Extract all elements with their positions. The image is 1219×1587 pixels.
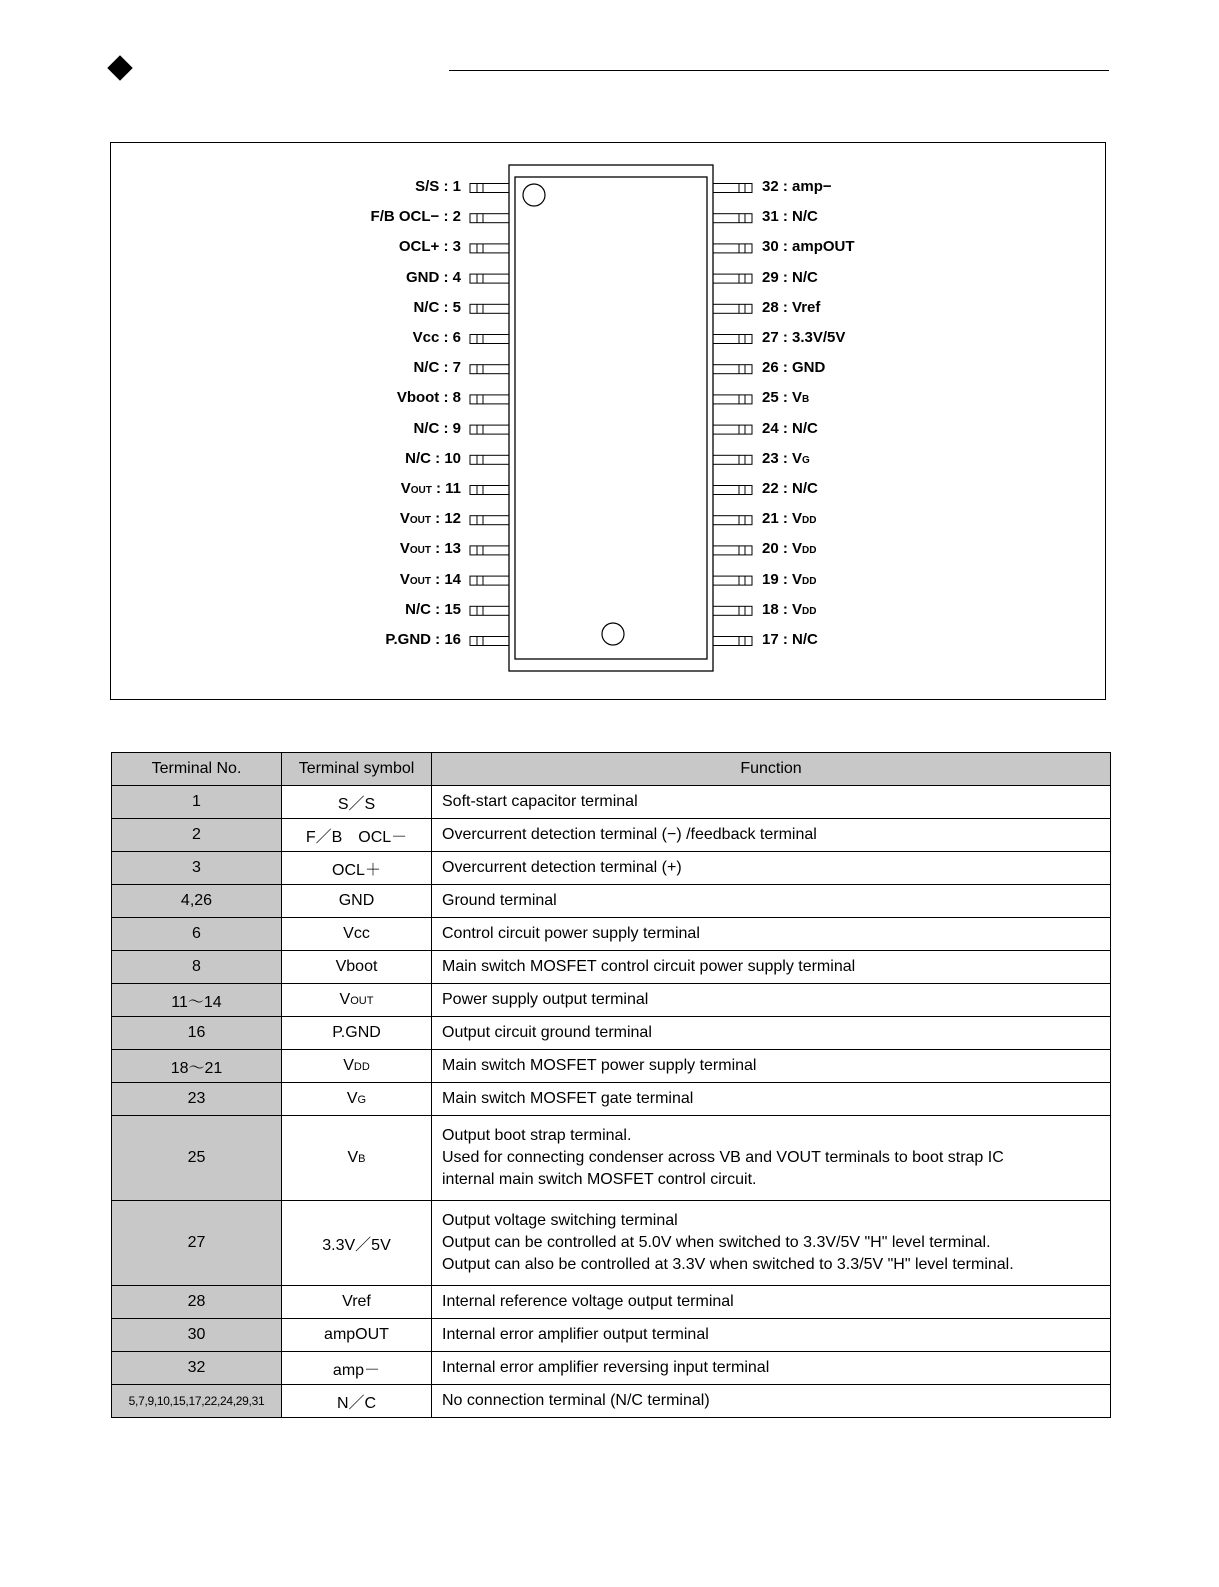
right-pin-lead — [713, 516, 752, 525]
symbol-text: Vboot — [335, 958, 378, 975]
pin-name: ampOUT — [792, 238, 855, 256]
right-pin-lead — [713, 455, 752, 464]
left-pin-lead — [470, 486, 509, 495]
pin-number: : 2 — [439, 208, 461, 226]
left-pin-label — [221, 208, 461, 226]
left-pin-lead — [470, 365, 509, 374]
header-diamond-icon — [107, 55, 132, 80]
right-pin-label — [762, 389, 1002, 409]
pin-number: : 3 — [439, 238, 461, 256]
terminal-symbol-cell — [282, 1201, 432, 1286]
symbol-text: S／S — [337, 795, 376, 813]
package-outer-outline — [509, 165, 713, 671]
pin-name: N/C — [792, 631, 818, 648]
terminal-symbol-cell — [282, 918, 432, 951]
left-pin-label — [221, 571, 461, 591]
pin-name: Vref — [792, 298, 821, 316]
table-row — [112, 852, 1111, 885]
pin-name: N/C — [792, 480, 818, 497]
function-cell — [432, 852, 1111, 885]
right-pin-label — [762, 208, 1002, 226]
left-pin-lead — [470, 304, 509, 313]
symbol-text: amp－ — [332, 1361, 381, 1379]
pin-number: : 11 — [431, 480, 461, 497]
pin-name-subscript: DD — [802, 515, 817, 527]
pin-number: : 7 — [439, 359, 461, 377]
function-cell — [432, 1017, 1111, 1050]
right-pin-lead — [713, 244, 752, 253]
pin-number: 32 : — [762, 178, 793, 195]
pin-name-subscript: B — [802, 394, 810, 406]
table-row — [112, 918, 1111, 951]
pin-number: 26 : — [762, 359, 793, 377]
right-pin-lead — [713, 274, 752, 283]
symbol-subscript: DD — [353, 1061, 370, 1073]
pin-name: S/S — [415, 178, 440, 195]
function-cell — [432, 918, 1111, 951]
function-line: Main switch MOSFET power supply terminal — [442, 1057, 757, 1074]
table-row — [112, 1286, 1111, 1319]
symbol-text: V — [343, 1057, 354, 1074]
terminal-no-cell: 23 — [112, 1083, 282, 1116]
symbol-text: OCL＋ — [332, 861, 381, 879]
symbol-text: ampOUT — [324, 1326, 389, 1343]
function-line: Internal error amplifier reversing input terminal — [442, 1359, 770, 1376]
terminal-no-cell: 3 — [112, 852, 282, 885]
symbol-text: Vref — [342, 1293, 371, 1310]
symbol-text: N／C — [336, 1394, 377, 1412]
terminal-no-cell: 16 — [112, 1017, 282, 1050]
pin-name: GND — [405, 268, 440, 286]
pin-number: : 15 — [430, 600, 461, 618]
table-row — [112, 885, 1111, 918]
symbol-text: Vcc — [343, 925, 370, 942]
terminal-symbol-cell — [282, 885, 432, 918]
symbol-subscript: G — [357, 1094, 367, 1106]
pin-number: 27 : — [762, 329, 793, 346]
terminal-no-cell: 18～21 — [112, 1050, 282, 1083]
symbol-text: GND — [338, 892, 375, 909]
right-pin-label — [762, 450, 1002, 470]
function-line: Output circuit ground terminal — [442, 1024, 652, 1041]
terminal-symbol-cell — [282, 786, 432, 819]
table-row — [112, 819, 1111, 852]
pin-diagram — [110, 142, 1106, 700]
right-pin-label — [762, 631, 1002, 649]
left-pin-lead — [470, 274, 509, 283]
pin-name: V — [792, 570, 803, 588]
left-pin-lead — [470, 455, 509, 464]
function-line: Output can also be controlled at 3.3V when switched to 3.3/5V "H" level terminal. — [442, 1256, 1014, 1273]
terminal-no-cell: 8 — [112, 951, 282, 984]
pin-number: 25 : — [762, 389, 793, 407]
pin-name: V — [399, 570, 410, 588]
terminal-symbol-cell — [282, 1286, 432, 1319]
right-pin-label — [762, 178, 1002, 196]
terminal-table — [111, 752, 1111, 1418]
pin-name-subscript: DD — [802, 575, 817, 587]
pin-name-subscript: OUT — [409, 545, 431, 557]
terminal-no-cell: 1 — [112, 786, 282, 819]
left-pin-label — [221, 420, 461, 438]
pin-name: N/C — [792, 208, 818, 226]
function-cell — [432, 1319, 1111, 1352]
table-row — [112, 1385, 1111, 1418]
left-pin-label — [221, 480, 461, 500]
left-pin-label — [221, 359, 461, 377]
right-pin-lead — [713, 425, 752, 434]
pin-number: 31 : — [762, 208, 793, 226]
pin-number: 23 : — [762, 449, 793, 467]
pin-number: 30 : — [762, 238, 793, 256]
symbol-text: F／B OCL－ — [305, 828, 408, 846]
pin-name-subscript: G — [802, 454, 810, 466]
header-rule — [449, 70, 1109, 71]
right-pin-lead — [713, 395, 752, 404]
terminal-symbol-cell — [282, 1017, 432, 1050]
pin-name: V — [792, 510, 803, 528]
function-cell — [432, 951, 1111, 984]
pin-name-subscript: DD — [802, 605, 817, 617]
left-pin-lead — [470, 516, 509, 525]
symbol-subscript: B — [358, 1153, 366, 1165]
terminal-no-cell: 5,7,9,10,15,17,22,24,29,31 — [112, 1385, 282, 1418]
pin-name: F/B OCL− — [370, 208, 440, 226]
right-pin-label — [762, 601, 1002, 621]
pin-name: 3.3V/5V — [792, 329, 846, 346]
left-pin-label — [221, 238, 461, 256]
right-pin-lead — [713, 214, 752, 223]
function-cell — [432, 819, 1111, 852]
left-pin-lead — [470, 546, 509, 555]
pin-number: : 12 — [430, 510, 461, 528]
right-pin-lead — [713, 576, 752, 585]
left-pin-lead — [470, 184, 509, 193]
header-terminal-no: Terminal No. — [112, 753, 282, 786]
pin-name: N/C — [405, 449, 431, 467]
pin-name-subscript: OUT — [409, 515, 431, 527]
left-pin-label — [221, 299, 461, 317]
table-row — [112, 1050, 1111, 1083]
function-line: Internal error amplifier output terminal — [442, 1326, 709, 1343]
terminal-no-cell: 2 — [112, 819, 282, 852]
right-pin-lead — [713, 184, 752, 193]
function-cell — [432, 984, 1111, 1017]
symbol-text: V — [346, 1090, 358, 1107]
right-pin-lead — [713, 335, 752, 344]
function-line: Main switch MOSFET gate terminal — [442, 1090, 694, 1107]
left-pin-label — [221, 601, 461, 619]
left-pin-label — [221, 510, 461, 530]
terminal-no-cell: 4,26 — [112, 885, 282, 918]
right-pin-label — [762, 238, 1002, 256]
pin-number: 29 : — [762, 268, 793, 286]
function-line: Used for connecting condenser across VB and VOUT terminals to boot strap IC — [442, 1149, 1004, 1166]
package-inner-outline — [515, 177, 707, 659]
pin-name: N/C — [413, 359, 440, 377]
pin-number: : 16 — [430, 631, 461, 648]
left-pin-lead — [470, 395, 509, 404]
left-pin-label — [221, 269, 461, 287]
symbol-text: 3.3V／5V — [322, 1236, 391, 1254]
right-pin-label — [762, 420, 1002, 438]
symbol-text: V — [347, 1149, 359, 1166]
function-cell — [432, 1116, 1111, 1201]
pin-name-subscript: OUT — [410, 485, 432, 496]
pin-name: V — [792, 600, 803, 618]
pin-name: amp− — [792, 178, 832, 195]
left-pin-label — [221, 540, 461, 560]
table-row — [112, 1352, 1111, 1385]
terminal-no-cell: 27 — [112, 1201, 282, 1286]
pin-name: V — [400, 480, 411, 497]
table-row — [112, 786, 1111, 819]
left-pin-lead — [470, 606, 509, 615]
pin1-marker — [523, 184, 545, 206]
left-pin-lead — [470, 637, 509, 646]
terminal-no-cell: 11～14 — [112, 984, 282, 1017]
pin-name: V — [792, 540, 803, 558]
right-pin-lead — [713, 304, 752, 313]
table-row — [112, 1201, 1111, 1286]
function-line: Overcurrent detection terminal (+) — [442, 859, 682, 876]
pin-name: N/C — [413, 419, 440, 437]
pin-name: GND — [792, 359, 826, 377]
pin-number: : 6 — [439, 329, 461, 346]
function-cell — [432, 885, 1111, 918]
right-pin-lead — [713, 486, 752, 495]
function-line: Control circuit power supply terminal — [442, 925, 700, 942]
pin-name-subscript: OUT — [409, 575, 431, 587]
pin-number: 22 : — [762, 480, 793, 497]
function-line: Output voltage switching terminal — [442, 1212, 678, 1229]
left-pin-lead — [470, 425, 509, 434]
left-pin-lead — [470, 244, 509, 253]
terminal-symbol-cell — [282, 1352, 432, 1385]
pin-name: N/C — [792, 419, 818, 437]
right-pin-label — [762, 480, 1002, 498]
pin-number: 17 : — [762, 631, 793, 648]
function-line: Output boot strap terminal. — [442, 1127, 632, 1144]
pin-name: V — [792, 449, 803, 467]
table-row — [112, 951, 1111, 984]
pin-name: P.GND — [385, 631, 431, 648]
pin-number: : 14 — [430, 570, 461, 588]
left-pin-label — [221, 389, 461, 407]
table-row — [112, 1017, 1111, 1050]
function-cell — [432, 1286, 1111, 1319]
terminal-symbol-cell — [282, 852, 432, 885]
pin-name: V — [399, 510, 410, 528]
symbol-text: V — [339, 991, 351, 1008]
function-line: Power supply output terminal — [442, 991, 649, 1008]
right-pin-label — [762, 571, 1002, 591]
header-function: Function — [432, 753, 1111, 786]
function-line: Soft-start capacitor terminal — [442, 793, 638, 810]
right-pin-label — [762, 299, 1002, 317]
pin-number: : 10 — [430, 449, 461, 467]
symbol-subscript: OUT — [350, 995, 374, 1007]
pin-number: 21 : — [762, 510, 793, 528]
function-line: Overcurrent detection terminal (−) /feedback terminal — [442, 826, 817, 843]
pin-number: 20 : — [762, 540, 793, 558]
terminal-symbol-cell — [282, 984, 432, 1017]
pin-name: Vcc — [412, 329, 440, 346]
right-pin-lead — [713, 365, 752, 374]
pin-number: 19 : — [762, 570, 793, 588]
function-line: Main switch MOSFET control circuit power supply terminal — [442, 958, 856, 975]
pin-number: 18 : — [762, 600, 793, 618]
function-line: Internal reference voltage output terminal — [442, 1293, 734, 1310]
pin-name: V — [792, 389, 803, 407]
table-row — [112, 984, 1111, 1017]
header-terminal-symbol: Terminal symbol — [282, 753, 432, 786]
pin-name: Vboot — [396, 389, 440, 407]
right-pin-label — [762, 359, 1002, 377]
pin-number: : 5 — [439, 298, 461, 316]
table-header-row — [112, 753, 1111, 786]
function-cell — [432, 1385, 1111, 1418]
right-pin-label — [762, 329, 1002, 347]
function-cell — [432, 1050, 1111, 1083]
pin-number: : 4 — [439, 268, 461, 286]
terminal-symbol-cell — [282, 1050, 432, 1083]
terminal-no-cell: 28 — [112, 1286, 282, 1319]
pin-name-subscript: DD — [802, 545, 817, 557]
function-line: internal main switch MOSFET control circuit. — [442, 1171, 757, 1188]
terminal-symbol-cell — [282, 1083, 432, 1116]
function-cell — [432, 786, 1111, 819]
right-pin-label — [762, 510, 1002, 530]
symbol-text: P.GND — [332, 1024, 381, 1041]
pin-number: : 1 — [439, 178, 461, 195]
left-pin-label — [221, 329, 461, 347]
right-pin-lead — [713, 637, 752, 646]
terminal-symbol-cell — [282, 1319, 432, 1352]
pin-number: : 8 — [439, 389, 461, 407]
left-pin-label — [221, 178, 461, 196]
function-cell — [432, 1352, 1111, 1385]
terminal-no-cell: 25 — [112, 1116, 282, 1201]
pin-name: V — [399, 540, 410, 558]
terminal-no-cell: 32 — [112, 1352, 282, 1385]
left-pin-lead — [470, 214, 509, 223]
terminal-no-cell: 6 — [112, 918, 282, 951]
function-cell — [432, 1083, 1111, 1116]
terminal-symbol-cell — [282, 1116, 432, 1201]
function-line: Ground terminal — [442, 892, 557, 909]
left-pin-lead — [470, 335, 509, 344]
terminal-no-cell: 30 — [112, 1319, 282, 1352]
pin-number: 24 : — [762, 419, 793, 437]
right-pin-label — [762, 269, 1002, 287]
pin-name: N/C — [405, 600, 431, 618]
package-marker — [602, 623, 624, 645]
pin-name: OCL+ — [398, 238, 440, 256]
terminal-symbol-cell — [282, 951, 432, 984]
table-row — [112, 1319, 1111, 1352]
pin-number: 28 : — [762, 298, 793, 316]
terminal-symbol-cell — [282, 819, 432, 852]
pin-number: : 9 — [439, 419, 461, 437]
left-pin-lead — [470, 576, 509, 585]
left-pin-label — [221, 450, 461, 468]
terminal-symbol-cell — [282, 1385, 432, 1418]
left-pin-label — [221, 631, 461, 649]
right-pin-lead — [713, 606, 752, 615]
pin-name: N/C — [413, 298, 440, 316]
function-line: Output can be controlled at 5.0V when switched to 3.3V/5V "H" level terminal. — [442, 1234, 991, 1251]
function-cell — [432, 1201, 1111, 1286]
function-line: No connection terminal (N/C terminal) — [442, 1392, 710, 1409]
pin-name: N/C — [792, 268, 818, 286]
table-row — [112, 1116, 1111, 1201]
right-pin-label — [762, 540, 1002, 560]
right-pin-lead — [713, 546, 752, 555]
table-row — [112, 1083, 1111, 1116]
pin-number: : 13 — [430, 540, 461, 558]
